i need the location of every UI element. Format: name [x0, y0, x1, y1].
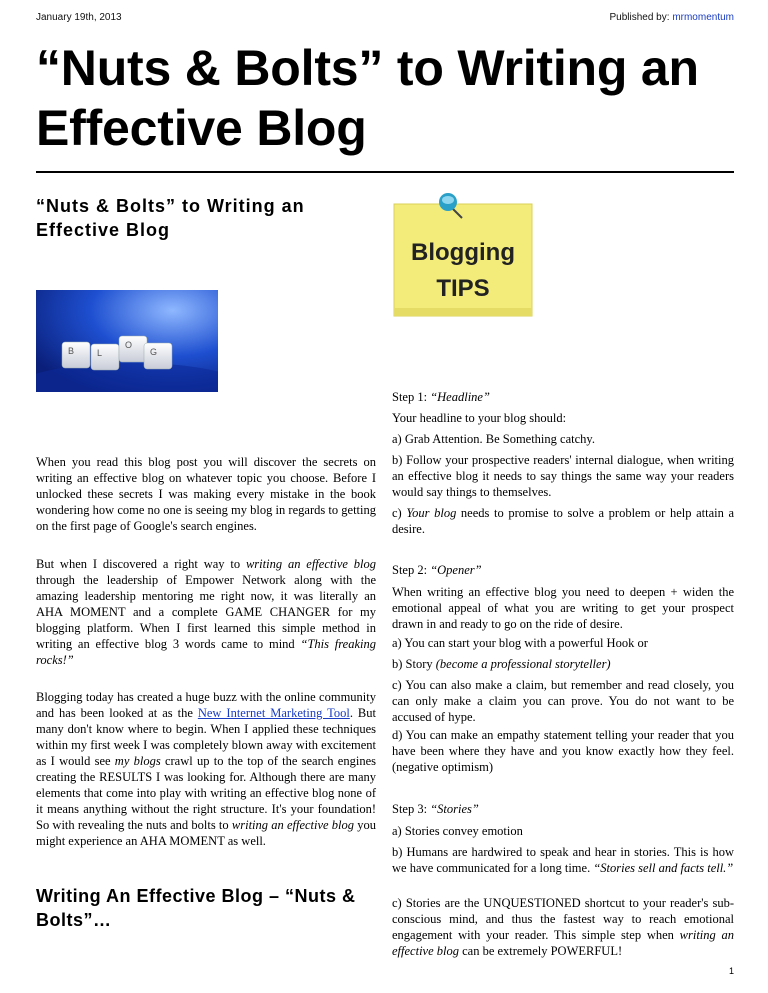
p3-text-a: Blogging today has created a huge buzz with the online community and has been looked at as the [36, 690, 376, 720]
blogging-tips-image [390, 190, 536, 320]
step2-label: Step 2: [392, 563, 431, 577]
header-date: January 19th, 2013 [36, 12, 122, 23]
p2-text-b: through the leadership of Empower Network along with the amazing leadership mentoring me right now, it was literally an AHA MOMENT and a complete GAME CHANGER for my blogging platform. When I first learned this simple method in writing an effective blog 3 words came to mind [36, 573, 376, 651]
key-l [91, 344, 119, 370]
step2-intro: When writing an effective blog you need to deepen + widen the emotional appeal of what you are writing to get your prospect drawn in and ready to go on the ride of desire. [392, 585, 734, 631]
key-g-label: G [150, 347, 158, 357]
section-heading: Writing An Effective Blog – “Nuts & Bolts”… [36, 886, 356, 930]
step2-item-b [392, 656, 734, 672]
key-g [144, 343, 172, 369]
key-o-label: O [125, 340, 133, 350]
paragraph-discovery [36, 556, 376, 668]
p3-text-b: . But many don't know where to begin. When I applied these techniques within my first week I was completely blown away with excitement as I would see [36, 706, 376, 768]
paragraph-buzz [36, 689, 376, 849]
p2-italic-1: writing an effective blog [245, 557, 376, 571]
step1-item-b: b) Follow your prospective readers' internal dialogue, when writing an effective blog it needs to say things the same way your readers would say things to themselves. [392, 453, 734, 499]
step1-heading [392, 389, 734, 405]
published-label: Published by: [609, 12, 673, 23]
p2-italic-2: “This freaking rocks!” [36, 637, 376, 667]
title-rule [36, 171, 734, 173]
p2-text-a: But when I discovered a right way to [36, 557, 246, 571]
s2b-italic: (become a professional storyteller) [435, 657, 611, 671]
tips-line2: TIPS [436, 275, 490, 302]
header-published [609, 12, 734, 23]
step3-item-b [392, 844, 734, 876]
step1-item-a: a) Grab Attention. Be Something catchy. [392, 432, 595, 446]
step2-item-c: c) You can also make a claim, but remember and read closely, you can only make a claim you can prove. You do not want to be accused of hype. [392, 678, 734, 724]
s2b-text: b) Story [392, 657, 436, 671]
step1-item-c [392, 505, 734, 537]
step2-heading [392, 562, 734, 578]
s3c-text-b: can be extremely POWERFUL! [458, 944, 623, 958]
s3c-text-a: c) Stories are the UNQUESTIONED shortcut to your reader's sub-conscious mind, and thus the fastest way to reach emotional engagement with your reader. This simple step when [392, 896, 734, 942]
tips-line1: Blogging [411, 239, 515, 266]
p3-text-d: you might experience an AHA MOMENT as well. [36, 818, 377, 848]
step1-intro: Your headline to your blog should: [392, 411, 567, 425]
paragraph-intro: When you read this blog post you will discover the secrets on writing an effective blog on whatever topic you choose. Before I unlocked these secrets I was making every mistake in the book wondering how come no one is seeing my blog in regards to getting on the first page of Google's search engines. [36, 455, 376, 533]
internet-marketing-tool-link[interactable]: New Internet Marketing Tool [197, 706, 350, 720]
p3-text-c: crawl up to the top of the search engines creating the RESULTS I was looking for. Although there are many elements that come into play with writing an effective blog none of it means anything without the right structure. It's your foundation! So with revealing the nuts and bolts to [36, 754, 376, 832]
s3c-italic: writing an effective blog [392, 928, 735, 958]
key-l-label: L [97, 348, 103, 358]
key-o [119, 336, 147, 362]
step3-item-c [392, 895, 734, 959]
s3b-italic: “Stories sell and facts tell.” [593, 861, 734, 875]
page-title: “Nuts & Bolts” to Writing an Effective Blog [36, 40, 699, 156]
step2-name: “Opener” [430, 563, 482, 577]
s1c-italic: Your blog [406, 506, 457, 520]
subtitle: “Nuts & Bolts” to Writing an Effective Blog [36, 196, 305, 240]
key-b [62, 342, 90, 368]
step3-label: Step 3: [392, 802, 431, 816]
p3-italic-2: writing an effective blog [231, 818, 355, 832]
step2-item-d: d) You can make an empathy statement telling your reader that you have been where they have and you know exactly how they feel. (negative optimism) [392, 728, 734, 774]
p3-italic-1: my blogs [114, 754, 161, 768]
key-b-label: B [68, 346, 75, 356]
step2-item-a: a) You can start your blog with a powerful Hook or [392, 636, 648, 650]
step3-item-a: a) Stories convey emotion [392, 824, 523, 838]
step3-heading [392, 801, 734, 817]
step3-name: “Stories” [430, 802, 479, 816]
s1c-text-b: needs to promise to solve a problem or help attain a desire. [392, 506, 734, 536]
step1-label: Step 1: [392, 390, 431, 404]
s1c-text-a: c) [392, 506, 407, 520]
author-link[interactable]: mrmomentum [672, 12, 734, 23]
s3b-text: b) Humans are hardwired to speak and hear in stories. This is how we have communicated for a long time. [392, 845, 734, 875]
page-number: 1 [728, 966, 734, 976]
step1-name: “Headline” [430, 390, 490, 404]
blog-keys-image [36, 290, 218, 392]
